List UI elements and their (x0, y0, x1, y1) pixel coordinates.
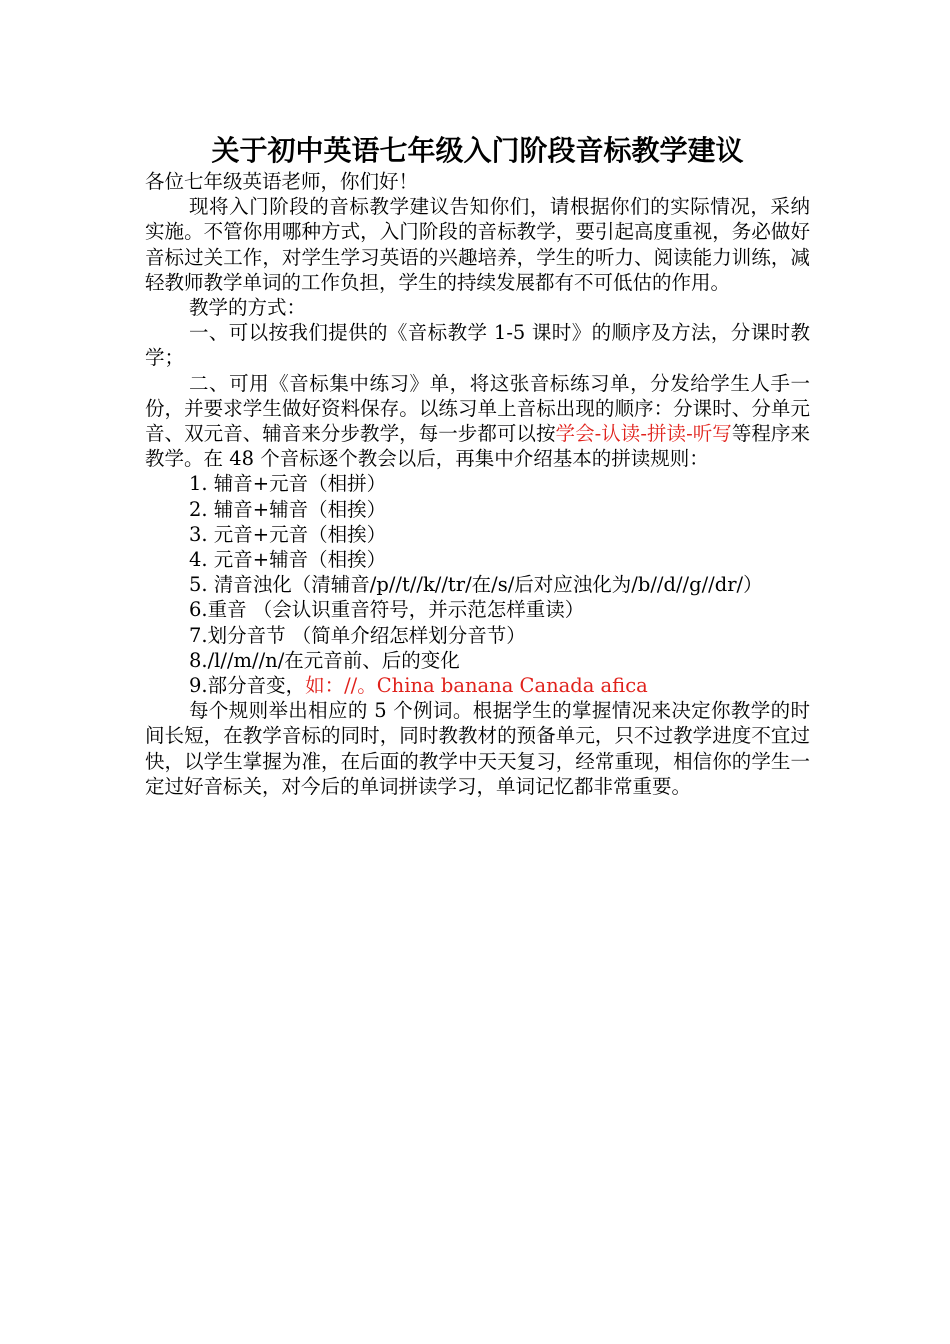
rule-item: 2. 辅音+辅音（相挨） (189, 497, 387, 521)
rule-item: 4. 元音+辅音（相挨） (189, 548, 387, 572)
rule-item: 1. 辅音+元音（相拼） (189, 472, 387, 496)
method-two (145, 371, 810, 472)
document-title: 关于初中英语七年级入门阶段音标教学建议 (211, 134, 744, 167)
method-two-highlight: 学会-认读-拼读-听写 (555, 422, 732, 446)
rule-item: 5. 清音浊化（清辅音/p//t//k//tr/在/s/后对应浊化为/b//d//g//dr/） (189, 573, 763, 597)
rule-nine-example: 如：//。China banana Canada afica (305, 674, 648, 698)
method-two-text-before: 二、可用《音标集中练习》单，将这张音标练习单，分发给学生人手一份，并要求学生做好资料保存。以练习单上音标出现的顺序：分课时、分单元音、双元音、辅音来分步教学，每一步都可以按 (145, 371, 810, 446)
rule-item: 7.划分音节 （简单介绍怎样划分音节） (189, 623, 526, 647)
method-two-text-after: 等程序来教学。在 48 个音标逐个教会以后，再集中介绍基本的拼读规则： (145, 422, 810, 471)
rule-nine-prefix: 9.部分音变， (189, 674, 306, 698)
methods-heading: 教学的方式： (189, 296, 307, 320)
rule-item: 3. 元音+元音（相挨） (189, 522, 387, 546)
closing-paragraph: 每个规则举出相应的 5 个例词。根据学生的掌握情况来决定你教学的时间长短，在教学音标的同时，同时教教材的预备单元，只不过教学进度不宜过快，以学生掌握为准，在后面的教学中天天复习，经常重现，相信你的学生一定过好音标关，对今后的单词拼读学习，单词记忆都非常重要。 (145, 699, 810, 798)
method-one: 一、可以按我们提供的《音标教学 1-5 课时》的顺序及方法，分课时教学； (145, 321, 810, 370)
rule-item: 8./l//m//n/在元音前、后的变化 (189, 648, 460, 672)
intro-paragraph: 现将入门阶段的音标教学建议告知你们，请根据你们的实际情况，采纳实施。不管你用哪种方式，入门阶段的音标教学，要引起高度重视，务必做好音标过关工作，对学生学习英语的兴趣培养，学生的听力、阅读能力训练，减轻教师教学单词的工作负担，学生的持续发展都有不可低估的作用。 (145, 195, 810, 294)
document-body (145, 133, 810, 799)
rule-item: 6.重音 （会认识重音符号，并示范怎样重读） (189, 598, 585, 622)
rule-item-nine (145, 673, 810, 698)
greeting: 各位七年级英语老师，你们好！ (145, 170, 419, 193)
